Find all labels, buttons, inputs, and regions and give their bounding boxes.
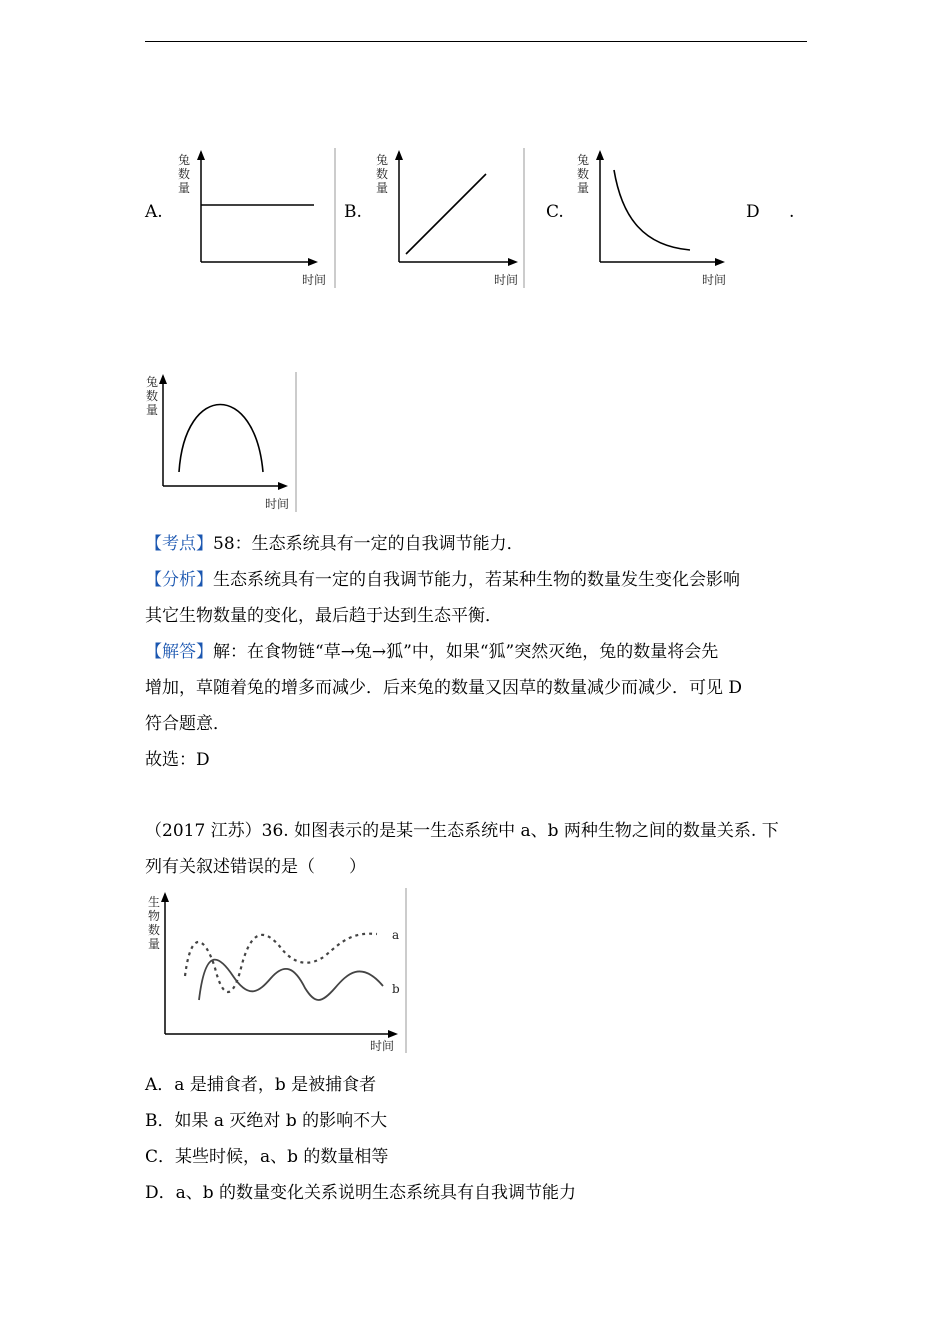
series-a-curve	[185, 934, 377, 992]
graph-predator-prey	[145, 888, 415, 1056]
series-b-label: b	[392, 982, 400, 996]
option-d-label: D	[746, 202, 760, 222]
y-label-1: 兔	[146, 375, 159, 389]
jieda-text-1: 解：在食物链“草→兔→狐”中，如果“狐”突然灭绝，兔的数量将会先	[213, 642, 719, 662]
option-b-label: B.	[344, 202, 362, 222]
graph-option-d	[145, 372, 305, 517]
header-rule	[145, 41, 807, 42]
jieda-line-1	[145, 641, 718, 663]
q2-option-a: A．a 是捕食者，b 是被捕食者	[145, 1075, 377, 1095]
x-label: 时间	[370, 1039, 395, 1053]
decreasing-curve	[614, 170, 690, 250]
x-label: 时间	[302, 273, 327, 287]
y-label-1: 兔	[178, 153, 191, 167]
answer-line: 故选：D	[145, 750, 210, 770]
option-c-label: C.	[546, 202, 564, 222]
y-label-1: 生	[148, 895, 161, 909]
fenxi-line-1	[145, 569, 740, 591]
q2-option-c: C．某些时候，a、b 的数量相等	[145, 1147, 389, 1167]
fenxi-line-2: 其它生物数量的变化，最后趋于达到生态平衡．	[145, 606, 502, 626]
series-b-curve	[199, 960, 383, 1000]
y-label-2: 数	[376, 167, 389, 181]
jieda-line-3: 符合题意．	[145, 714, 230, 734]
graph-option-c	[572, 148, 737, 293]
increasing-curve	[406, 174, 486, 254]
x-label: 时间	[265, 497, 290, 511]
q2-stem-line-1: （2017 江苏）36. 如图表示的是某一生态系统中 a、b 两种生物之间的数量关系. 下	[145, 821, 779, 841]
q2-stem-line-2: 列有关叙述错误的是（ ）	[145, 857, 366, 877]
y-label-3: 量	[577, 181, 590, 195]
jieda-line-2: 增加，草随着兔的增多而减少．后来兔的数量又因草的数量减少而减少．可见 D	[145, 678, 743, 698]
y-label-1: 兔	[376, 153, 389, 167]
option-d-dot: .	[789, 202, 795, 222]
y-label-3: 量	[178, 181, 191, 195]
y-label-3: 数	[148, 923, 161, 937]
y-label-3: 量	[376, 181, 389, 195]
x-label: 时间	[702, 273, 727, 287]
y-label-2: 数	[146, 389, 159, 403]
option-a-label: A.	[145, 202, 163, 222]
y-label-2: 数	[577, 167, 590, 181]
fenxi-text-1: 生态系统具有一定的自我调节能力，若某种生物的数量发生变化会影响	[213, 570, 740, 590]
x-label: 时间	[494, 273, 519, 287]
kaodian-text: 58：生态系统具有一定的自我调节能力．	[213, 534, 524, 554]
y-label-4: 量	[148, 937, 161, 951]
y-label-2: 数	[178, 167, 191, 181]
kaodian-tag: 【考点】	[145, 534, 213, 554]
kaodian-line	[145, 533, 524, 555]
q2-option-b: B．如果 a 灭绝对 b 的影响不大	[145, 1111, 388, 1131]
graph-option-b	[370, 148, 530, 293]
fenxi-tag: 【分析】	[145, 570, 213, 590]
q2-option-d: D．a、b 的数量变化关系说明生态系统具有自我调节能力	[145, 1183, 577, 1203]
jieda-tag: 【解答】	[145, 642, 213, 662]
y-label-1: 兔	[577, 153, 590, 167]
y-label-3: 量	[146, 403, 159, 417]
series-a-label: a	[392, 928, 400, 942]
rise-fall-curve	[179, 405, 263, 473]
graph-option-a	[170, 148, 340, 293]
y-label-2: 物	[148, 909, 161, 923]
